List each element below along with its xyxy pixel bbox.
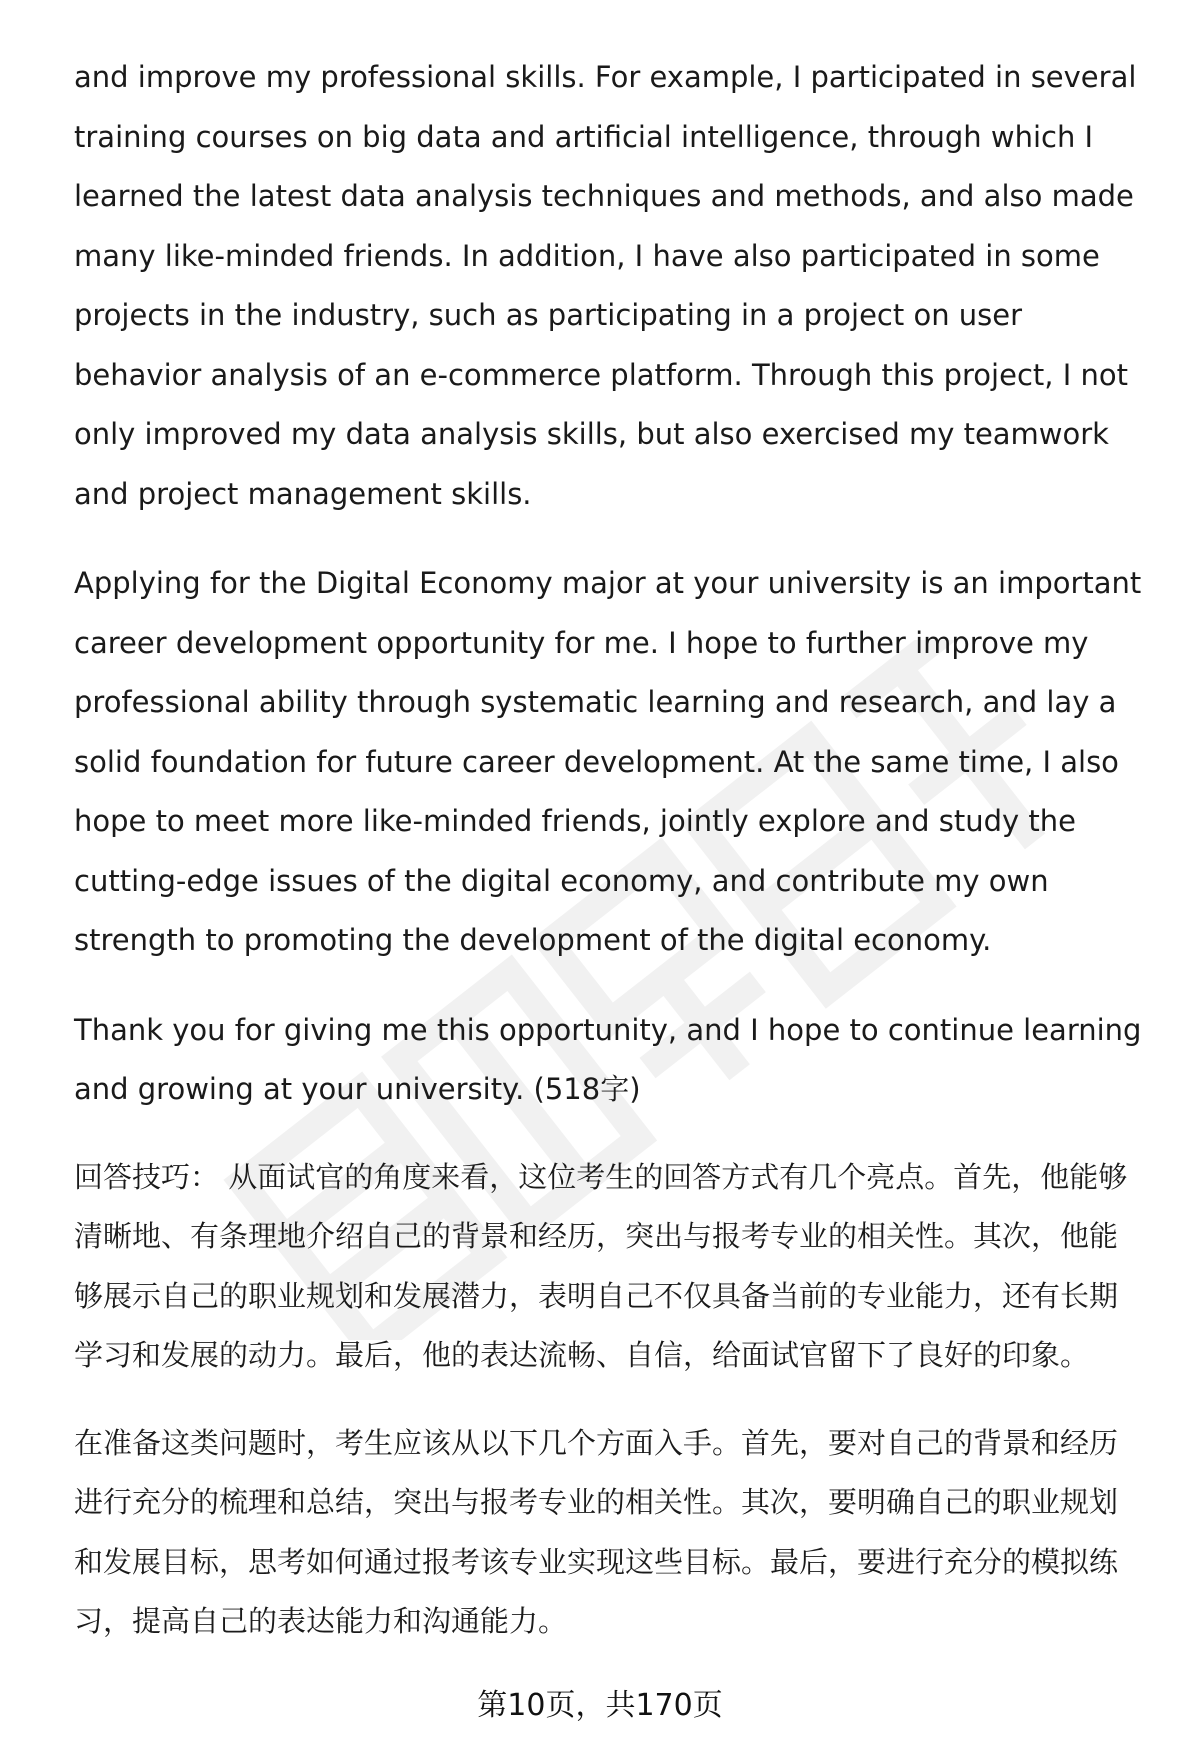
paragraph-answer-tips: 回答技巧： 从面试官的角度来看，这位考生的回答方式有几个亮点。首先，他能够清晰地、有条理地介绍自己的背景和经历，突出与报考专业的相关性。其次，他能够展示自己的职业规划和发展潜力，表明自己不仅具备当前的专业能力，还有长期学习和发展的动力。最后，他的表达流畅、自信，给面试官留下了良好的印象。 [74, 1159, 1128, 1372]
paragraph-experience: and improve my professional skills. For example, I participated in several training courses on big data and artificial intelligence, through which I learned the latest data analysis techniques and methods, and also made many like-minded friends. In addition, I have also participated in some projects in the industry, such as participating in a project on user behavior analysis of an e-commerce platform. Through this project, I not only improved my data analysis skills, but also exercised my teamwork and project management skills. [74, 60, 1137, 511]
document-body [74, 48, 1144, 1652]
paragraph-application: Applying for the Digital Economy major at your university is an important career development opportunity for me. I hope to further improve my professional ability through systematic learning and research, and lay a solid foundation for future career development. At the same time, I also hope to meet more like-minded friends, jointly explore and study the cutting-edge issues of the digital economy, and contribute my own strength to promoting the development of the digital economy. [74, 566, 1142, 957]
page-number: 第10页，共170页 [477, 1688, 723, 1723]
paragraph-preparation: 在准备这类问题时，考生应该从以下几个方面入手。首先，要对自己的背景和经历进行充分的梳理和总结，突出与报考专业的相关性。其次，要明确自己的职业规划和发展目标，思考如何通过报考该专业实现这些目标。最后，要进行充分的模拟练习，提高自己的表达能力和沟通能力。 [74, 1425, 1119, 1638]
paragraph-thanks: Thank you for giving me this opportunity, and I hope to continue learning and growing at your university. (518字) [74, 1012, 1142, 1106]
